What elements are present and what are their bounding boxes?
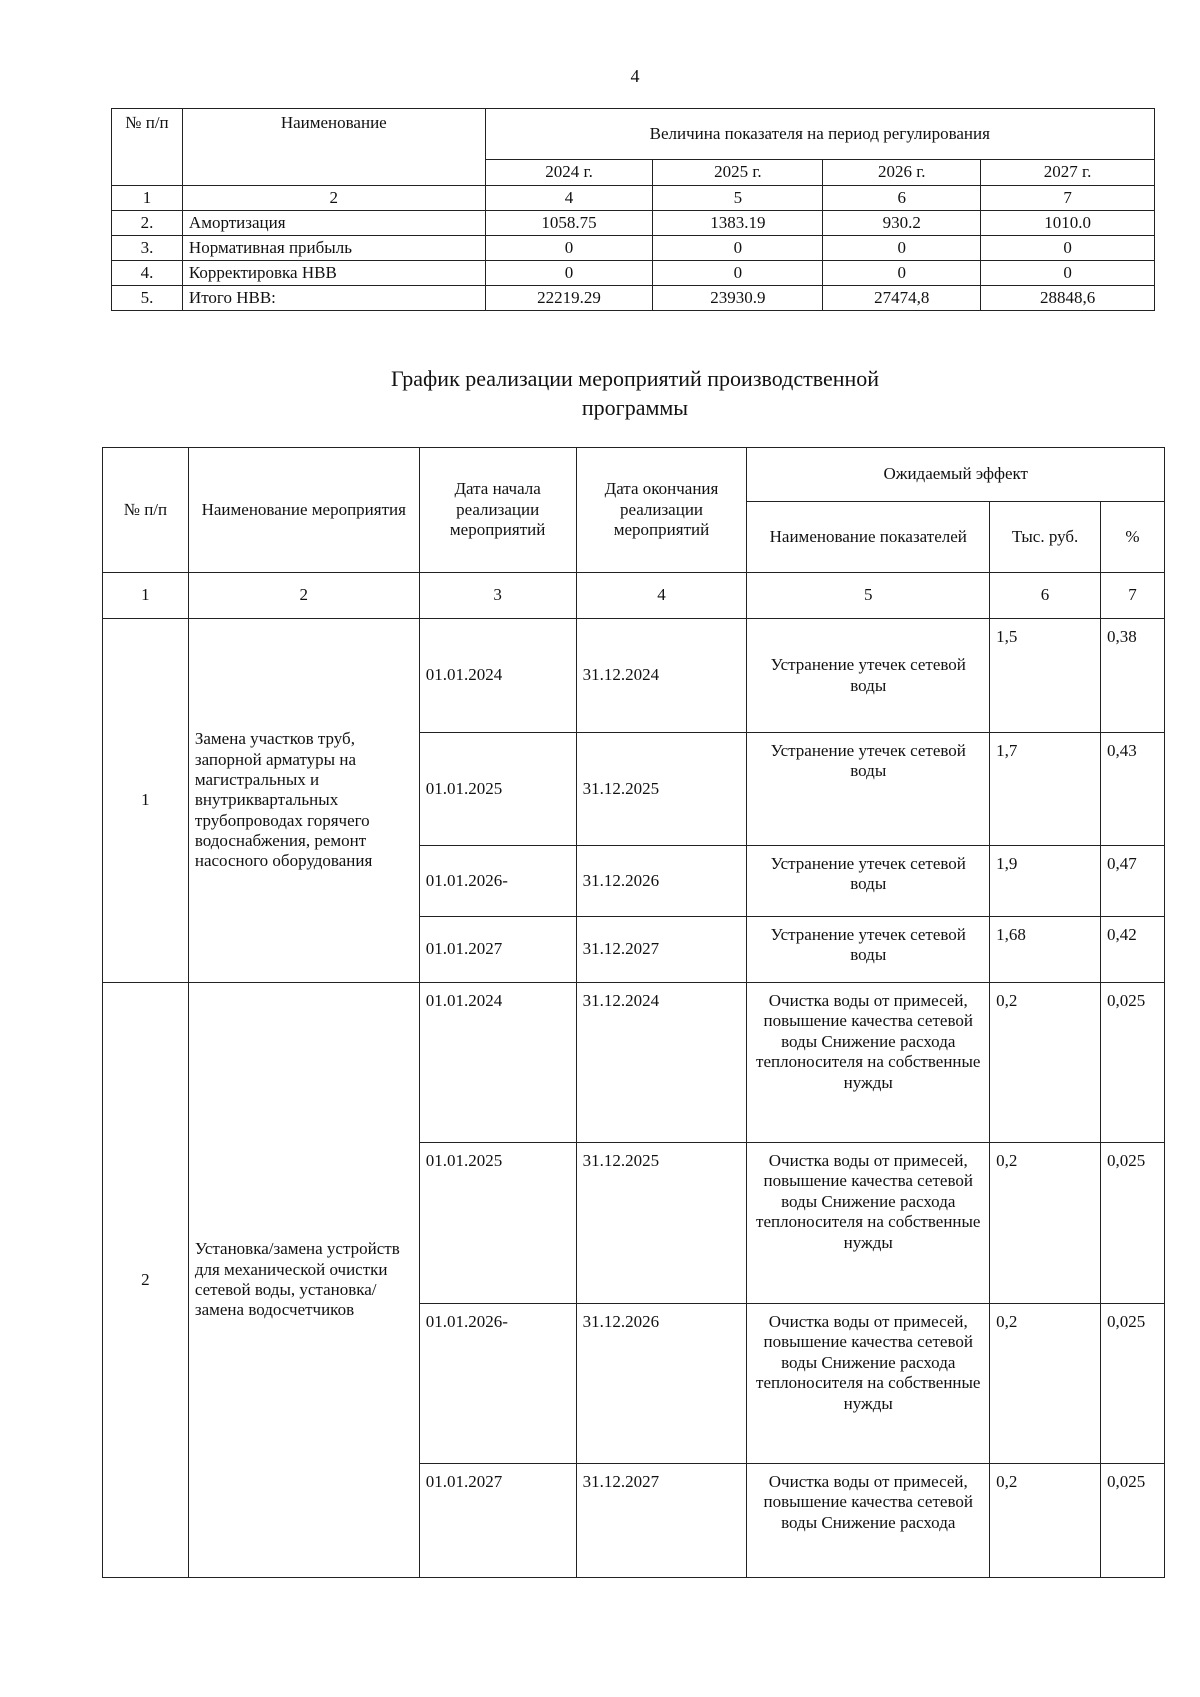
- header-num: № п/п: [112, 109, 183, 186]
- row-name: Нормативная прибыль: [182, 236, 485, 261]
- end-date: 31.12.2026: [576, 1304, 747, 1464]
- header-indicator: Наименование показателей: [747, 502, 990, 573]
- percent-value: 0,025: [1100, 1304, 1164, 1464]
- index-cell: 7: [1100, 573, 1164, 619]
- header-percent: %: [1100, 502, 1164, 573]
- indicator: Устранение утечек сетевой воды: [747, 619, 990, 733]
- row-value: 930.2: [823, 211, 981, 236]
- index-cell: 1: [103, 573, 189, 619]
- index-cell: 5: [653, 186, 823, 211]
- index-cell: 3: [419, 573, 576, 619]
- row-value: 0: [485, 236, 653, 261]
- header-end-date: Дата окончания реализации мероприятий: [576, 448, 747, 573]
- header-expected-effect: Ожидаемый эффект: [747, 448, 1165, 502]
- group-name: Замена участков труб, запорной арматуры на магистральных и внутриквартальных трубопроводах горячего водоснабжения, ремонт насосного оборудования: [188, 619, 419, 983]
- row-num: 3.: [112, 236, 183, 261]
- row-num: 4.: [112, 261, 183, 286]
- table-row: [112, 261, 1155, 286]
- indicator: Очистка воды от примесей, повышение качества сетевой воды Снижение расхода теплоносителя на собственные нужды: [747, 1304, 990, 1464]
- start-date: 01.01.2025: [419, 733, 576, 846]
- row-value: 0: [981, 261, 1155, 286]
- row-name: Амортизация: [182, 211, 485, 236]
- start-date: 01.01.2024: [419, 983, 576, 1143]
- page-number: 4: [630, 66, 640, 86]
- header-period: Величина показателя на период регулирования: [485, 109, 1154, 160]
- thousand-rub-value: 0,2: [990, 1304, 1101, 1464]
- index-cell: 2: [182, 186, 485, 211]
- thousand-rub-value: 0,2: [990, 1464, 1101, 1578]
- end-date: 31.12.2026: [576, 846, 747, 917]
- indicator: Очистка воды от примесей, повышение качества сетевой воды Снижение расхода теплоносителя на собственные нужды: [747, 983, 990, 1143]
- row-name: Корректировка НВВ: [182, 261, 485, 286]
- row-value: 27474,8: [823, 286, 981, 311]
- table-index-row: [103, 573, 1165, 619]
- table-header-row: [103, 448, 1165, 502]
- row-value: 23930.9: [653, 286, 823, 311]
- index-cell: 5: [747, 573, 990, 619]
- group-num: 1: [103, 619, 189, 983]
- index-cell: 4: [576, 573, 747, 619]
- row-name: Итого НВВ:: [182, 286, 485, 311]
- row-value: 22219.29: [485, 286, 653, 311]
- header-year: 2024 г.: [485, 160, 653, 186]
- indicator: Устранение утечек сетевой воды: [747, 846, 990, 917]
- start-date: 01.01.2024: [419, 619, 576, 733]
- table-row: [112, 236, 1155, 261]
- row-value: 0: [823, 236, 981, 261]
- row-value: 0: [485, 261, 653, 286]
- section-title-line: программы: [581, 394, 689, 420]
- table-row: [112, 211, 1155, 236]
- start-date: 01.01.2026-: [419, 1304, 576, 1464]
- header-thousand-rub: Тыс. руб.: [990, 502, 1101, 573]
- end-date: 31.12.2024: [576, 619, 747, 733]
- row-value: 1010.0: [981, 211, 1155, 236]
- thousand-rub-value: 1,9: [990, 846, 1101, 917]
- start-date: 01.01.2025: [419, 1143, 576, 1304]
- percent-value: 0,42: [1100, 917, 1164, 983]
- header-year: 2025 г.: [653, 160, 823, 186]
- percent-value: 0,38: [1100, 619, 1164, 733]
- end-date: 31.12.2025: [576, 733, 747, 846]
- end-date: 31.12.2024: [576, 983, 747, 1143]
- percent-value: 0,025: [1100, 1143, 1164, 1304]
- header-name: Наименование мероприятия: [188, 448, 419, 573]
- indicator: Устранение утечек сетевой воды: [747, 733, 990, 846]
- table-header-row: [112, 109, 1155, 160]
- table-row: [112, 286, 1155, 311]
- index-cell: 2: [188, 573, 419, 619]
- row-value: 0: [981, 236, 1155, 261]
- percent-value: 0,025: [1100, 983, 1164, 1143]
- indicator: Очистка воды от примесей, повышение качества сетевой воды Снижение расхода теплоносителя на собственные нужды: [747, 1143, 990, 1304]
- row-value: 0: [653, 236, 823, 261]
- table-index-row: [112, 186, 1155, 211]
- indicator: Очистка воды от примесей, повышение качества сетевой воды Снижение расхода: [747, 1464, 990, 1578]
- row-value: 1383.19: [653, 211, 823, 236]
- row-num: 2.: [112, 211, 183, 236]
- end-date: 31.12.2025: [576, 1143, 747, 1304]
- header-year: 2026 г.: [823, 160, 981, 186]
- start-date: 01.01.2026-: [419, 846, 576, 917]
- index-cell: 6: [990, 573, 1101, 619]
- section-title-line: График реализации мероприятий производственной: [390, 366, 880, 391]
- index-cell: 1: [112, 186, 183, 211]
- thousand-rub-value: 0,2: [990, 983, 1101, 1143]
- table-row: [103, 619, 1165, 733]
- header-name: Наименование: [182, 109, 485, 186]
- percent-value: 0,025: [1100, 1464, 1164, 1578]
- row-value: 0: [653, 261, 823, 286]
- row-value: 28848,6: [981, 286, 1155, 311]
- header-start-date: Дата начала реализации мероприятий: [419, 448, 576, 573]
- group-num: 2: [103, 983, 189, 1578]
- row-value: 0: [823, 261, 981, 286]
- end-date: 31.12.2027: [576, 917, 747, 983]
- indicator: Устранение утечек сетевой воды: [747, 917, 990, 983]
- section-title: [0, 365, 1200, 422]
- thousand-rub-value: 1,68: [990, 917, 1101, 983]
- start-date: 01.01.2027: [419, 1464, 576, 1578]
- start-date: 01.01.2027: [419, 917, 576, 983]
- thousand-rub-value: 1,5: [990, 619, 1101, 733]
- header-num: № п/п: [103, 448, 189, 573]
- percent-value: 0,43: [1100, 733, 1164, 846]
- row-num: 5.: [112, 286, 183, 311]
- index-cell: 7: [981, 186, 1155, 211]
- percent-value: 0,47: [1100, 846, 1164, 917]
- regulation-indicators-table: [111, 108, 1155, 311]
- table-row: [103, 983, 1165, 1143]
- index-cell: 4: [485, 186, 653, 211]
- header-year: 2027 г.: [981, 160, 1155, 186]
- program-schedule-table: [102, 447, 1165, 1578]
- row-value: 1058.75: [485, 211, 653, 236]
- index-cell: 6: [823, 186, 981, 211]
- group-name: Установка/замена устройств для механической очистки сетевой воды, установка/замена водосчетчиков: [188, 983, 419, 1578]
- end-date: 31.12.2027: [576, 1464, 747, 1578]
- thousand-rub-value: 0,2: [990, 1143, 1101, 1304]
- thousand-rub-value: 1,7: [990, 733, 1101, 846]
